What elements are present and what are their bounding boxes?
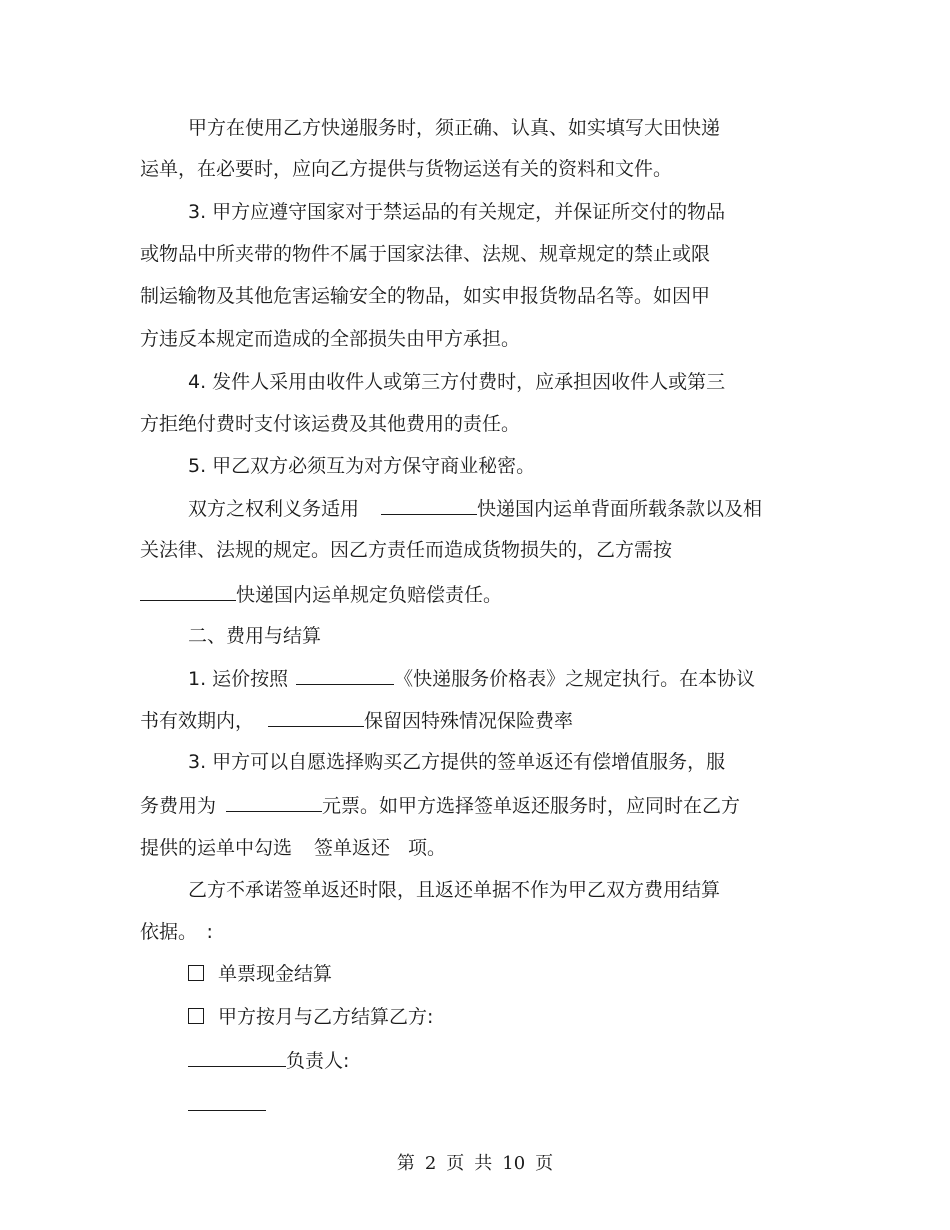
paragraph-line: 乙方不承诺签单返还时限，且返还单据不作为甲乙双方费用结算 <box>188 879 721 901</box>
paragraph-line <box>140 708 573 733</box>
option-label: 单票现金结算 <box>218 963 333 985</box>
text-segment: 书有效期内， <box>140 710 255 732</box>
paragraph-line <box>140 582 502 607</box>
paragraph-line <box>188 496 762 521</box>
text-segment: 签单返还 <box>314 837 391 859</box>
checkbox-icon[interactable] <box>188 1008 204 1024</box>
paragraph-line <box>188 666 755 691</box>
paragraph-line: 方拒绝付费时支付该运费及其他费用的责任。 <box>140 413 521 435</box>
paragraph-line: 3. 甲方应遵守国家对于禁运品的有关规定，并保证所交付的物品 <box>188 201 726 223</box>
text-segment: 务费用为 <box>140 795 217 817</box>
footer-text: 第 <box>396 1153 415 1174</box>
paragraph-line <box>140 793 740 818</box>
checkbox-icon[interactable] <box>188 965 204 981</box>
paragraph-line: 5. 甲乙双方必须互为对方保守商业秘密。 <box>188 455 536 477</box>
fill-in-blank <box>381 496 477 515</box>
fill-in-blank <box>226 793 322 812</box>
text-segment: 快递国内运单背面所载条款以及相 <box>477 498 763 520</box>
fill-in-blank <box>188 1048 286 1067</box>
option-label: 甲方按月与乙方结算乙方: <box>218 1006 434 1028</box>
paragraph-line: 依据。 : <box>140 921 213 943</box>
fill-in-blank <box>268 708 364 727</box>
section-heading: 二、费用与结算 <box>188 625 322 647</box>
text-segment: 双方之权利义务适用 <box>188 498 360 520</box>
option-cash-settlement <box>188 962 332 986</box>
option-monthly-settlement <box>188 1005 433 1029</box>
paragraph-line: 制运输物及其他危害运输安全的物品，如实申报货物品名等。如因甲 <box>140 285 711 307</box>
footer-text: 共 <box>474 1153 493 1174</box>
text-segment: 项。 <box>408 837 447 859</box>
text-segment: 《快递服务价格表》之规定执行。在本协议 <box>394 668 756 690</box>
paragraph-line <box>188 1092 266 1117</box>
fill-in-blank <box>188 1092 266 1111</box>
footer-text: 页 <box>535 1153 554 1174</box>
paragraph-line <box>188 1048 349 1073</box>
paragraph-line <box>140 836 446 860</box>
paragraph-line: 或物品中所夹带的物件不属于国家法律、法规、规章规定的禁止或限 <box>140 243 711 265</box>
paragraph-line: 关法律、法规的规定。因乙方责任而造成货物损失的，乙方需按 <box>140 539 673 561</box>
paragraph-line: 运单，在必要时，应向乙方提供与货物运送有关的资料和文件。 <box>140 158 673 180</box>
paragraph-line: 方违反本规定而造成的全部损失由甲方承担。 <box>140 328 521 350</box>
paragraph-line: 4. 发件人采用由收件人或第三方付费时，应承担因收件人或第三 <box>188 371 726 393</box>
text-segment: 快递国内运单规定负赔偿责任。 <box>236 584 503 606</box>
text-segment: 保留因特殊情况保险费率 <box>364 710 574 732</box>
current-page-number: 2 <box>424 1153 437 1174</box>
paragraph-line: 3. 甲方可以自愿选择购买乙方提供的签单返还有偿增值服务，服 <box>188 751 726 773</box>
text-segment: 1. 运价按照 <box>188 668 289 690</box>
paragraph-line: 甲方在使用乙方快递服务时，须正确、认真、如实填写大田快递 <box>188 117 721 139</box>
total-pages-number: 10 <box>502 1153 526 1174</box>
fill-in-blank <box>140 582 236 601</box>
footer-text: 页 <box>446 1153 465 1174</box>
text-segment: 提供的运单中勾选 <box>140 837 293 859</box>
text-segment: 元票。如甲方选择签单返还服务时，应同时在乙方 <box>322 795 741 817</box>
fill-in-blank <box>296 666 394 685</box>
page-footer <box>0 1152 950 1176</box>
text-segment: 负责人: <box>286 1050 350 1072</box>
